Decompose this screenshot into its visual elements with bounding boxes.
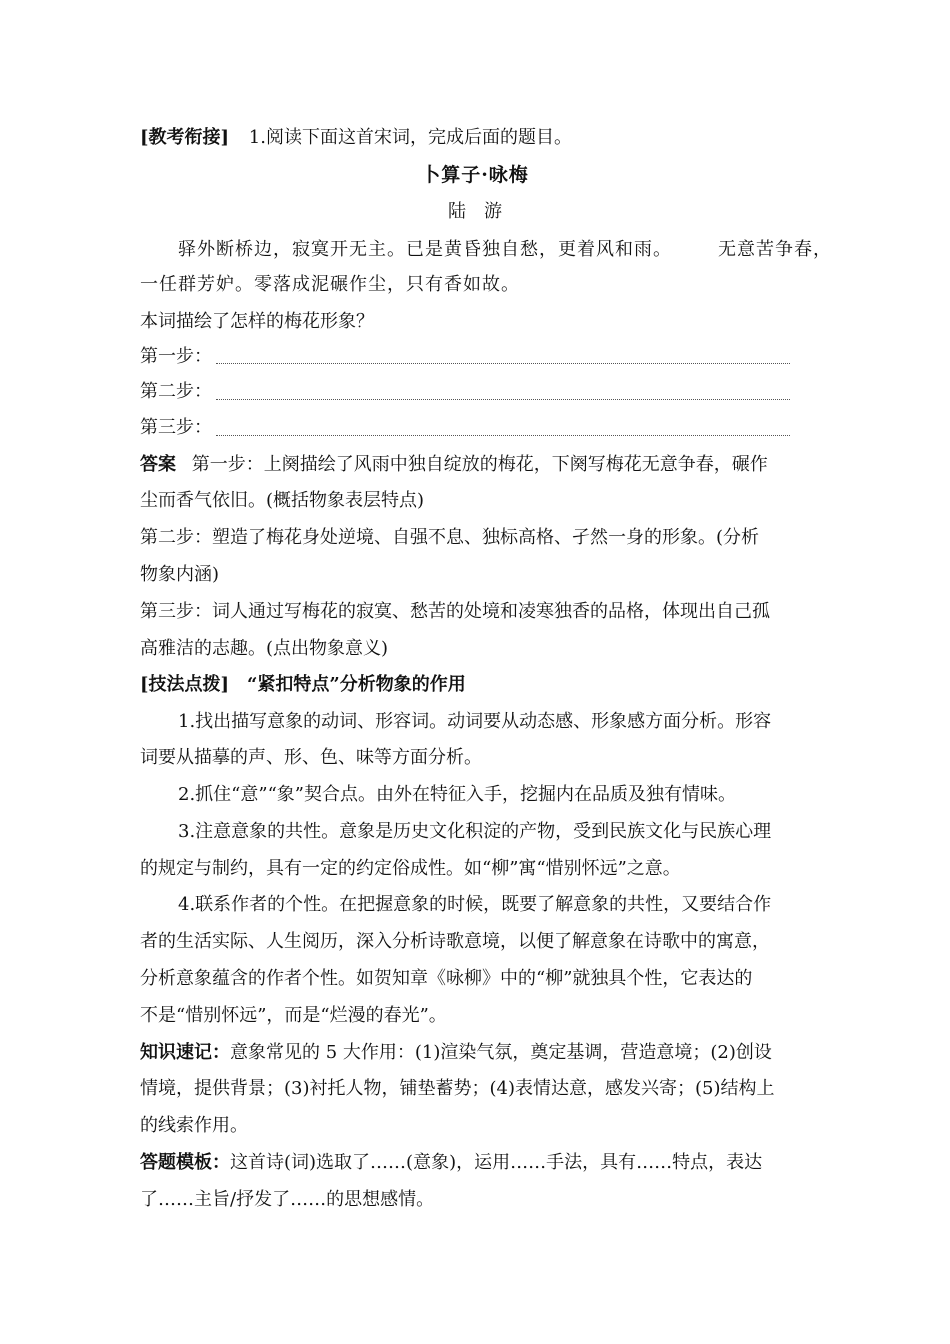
answer-line-6: 高雅洁的志趣。(点出物象意义) [140, 638, 389, 659]
poem-line-2: 一任群芳妒。零落成泥碾作尘，只有香如故。 [140, 274, 520, 295]
template-line-2: 了……主旨/抒发了……的思想感情。 [140, 1189, 435, 1210]
step-2-blank[interactable] [216, 399, 790, 400]
step-3-label: 第三步： [140, 417, 212, 438]
poem-author: 陆 游 [448, 201, 502, 222]
tips-p4-c: 分析意象蕴含的作者个性。如贺知章《咏柳》中的“柳”就独具个性，它表达的 [140, 968, 753, 989]
answer-text-1: 第一步：上阕描绘了风雨中独自绽放的梅花，下阕写梅花无意争春，碾作 [191, 454, 768, 475]
intro-label: [教考衔接] [140, 127, 230, 148]
tips-p4-a: 4.联系作者的个性。在把握意象的时候，既要了解意象的共性，又要结合作 [178, 894, 772, 915]
answer-line-3: 第二步：塑造了梅花身处逆境、自强不息、独标高格、孑然一身的形象。(分析 [140, 527, 760, 548]
question-text: 本词描绘了怎样的梅花形象？ [140, 311, 374, 332]
memo-line-3: 的线索作用。 [140, 1115, 248, 1136]
step-1-blank[interactable] [216, 363, 790, 364]
poem-line-1 [178, 238, 832, 262]
memo-label: 知识速记： [140, 1042, 230, 1063]
tips-p3-a: 3.注意意象的共性。意象是历史文化积淀的产物，受到民族文化与民族心理 [178, 821, 772, 842]
poem-line-1a: 驿外断桥边，寂寞开无主。已是黄昏独自愁，更着风和雨。 [178, 239, 672, 260]
template-label: 答题模板： [140, 1152, 230, 1173]
poem-title: 卜算子·咏梅 [421, 164, 529, 186]
template-line-1 [140, 1151, 820, 1175]
answer-line-1 [140, 453, 820, 477]
answer-line-4: 物象内涵) [140, 564, 220, 585]
tips-heading: [技法点拨] “紧扣特点”分析物象的作用 [140, 674, 466, 695]
memo-line-1 [140, 1041, 820, 1065]
intro-line [140, 126, 820, 150]
step-1-label: 第一步： [140, 346, 212, 367]
tips-p1-a: 1.找出描写意象的动词、形容词。动词要从动态感、形象感方面分析。形容 [178, 711, 772, 732]
tips-p2: 2.抓住“意”“象”契合点。由外在特征入手，挖掘内在品质及独有情味。 [178, 784, 736, 805]
answer-label: 答案 [140, 454, 176, 475]
template-text-1: 这首诗(词)选取了……(意象)，运用……手法，具有……特点，表达 [230, 1152, 763, 1173]
memo-text-1: 意象常见的 5 大作用：(1)渲染气氛，奠定基调，营造意境；(2)创设 [230, 1042, 772, 1063]
step-2-label: 第二步： [140, 381, 212, 402]
answer-line-2: 尘而香气依旧。(概括物象表层特点) [140, 490, 425, 511]
answer-line-5: 第三步：词人通过写梅花的寂寞、愁苦的处境和凌寒独香的品格，体现出自己孤 [140, 601, 770, 622]
tips-p4-d: 不是“惜别怀远”，而是“烂漫的春光”。 [140, 1005, 447, 1026]
tips-p1-b: 词要从描摹的声、形、色、味等方面分析。 [140, 747, 482, 768]
intro-text: 1.阅读下面这首宋词，完成后面的题目。 [248, 127, 572, 148]
tips-p3-b: 的规定与制约，具有一定的约定俗成性。如“柳”寓“惜别怀远”之意。 [140, 858, 681, 879]
step-3-blank[interactable] [216, 435, 790, 436]
tips-p4-b: 者的生活实际、人生阅历，深入分析诗歌意境，以便了解意象在诗歌中的寓意， [140, 931, 770, 952]
memo-line-2: 情境，提供背景；(3)衬托人物，铺垫蓄势；(4)表情达意，感发兴寄；(5)结构上 [140, 1078, 775, 1099]
poem-line-1b: 无意苦争春， [718, 239, 832, 260]
